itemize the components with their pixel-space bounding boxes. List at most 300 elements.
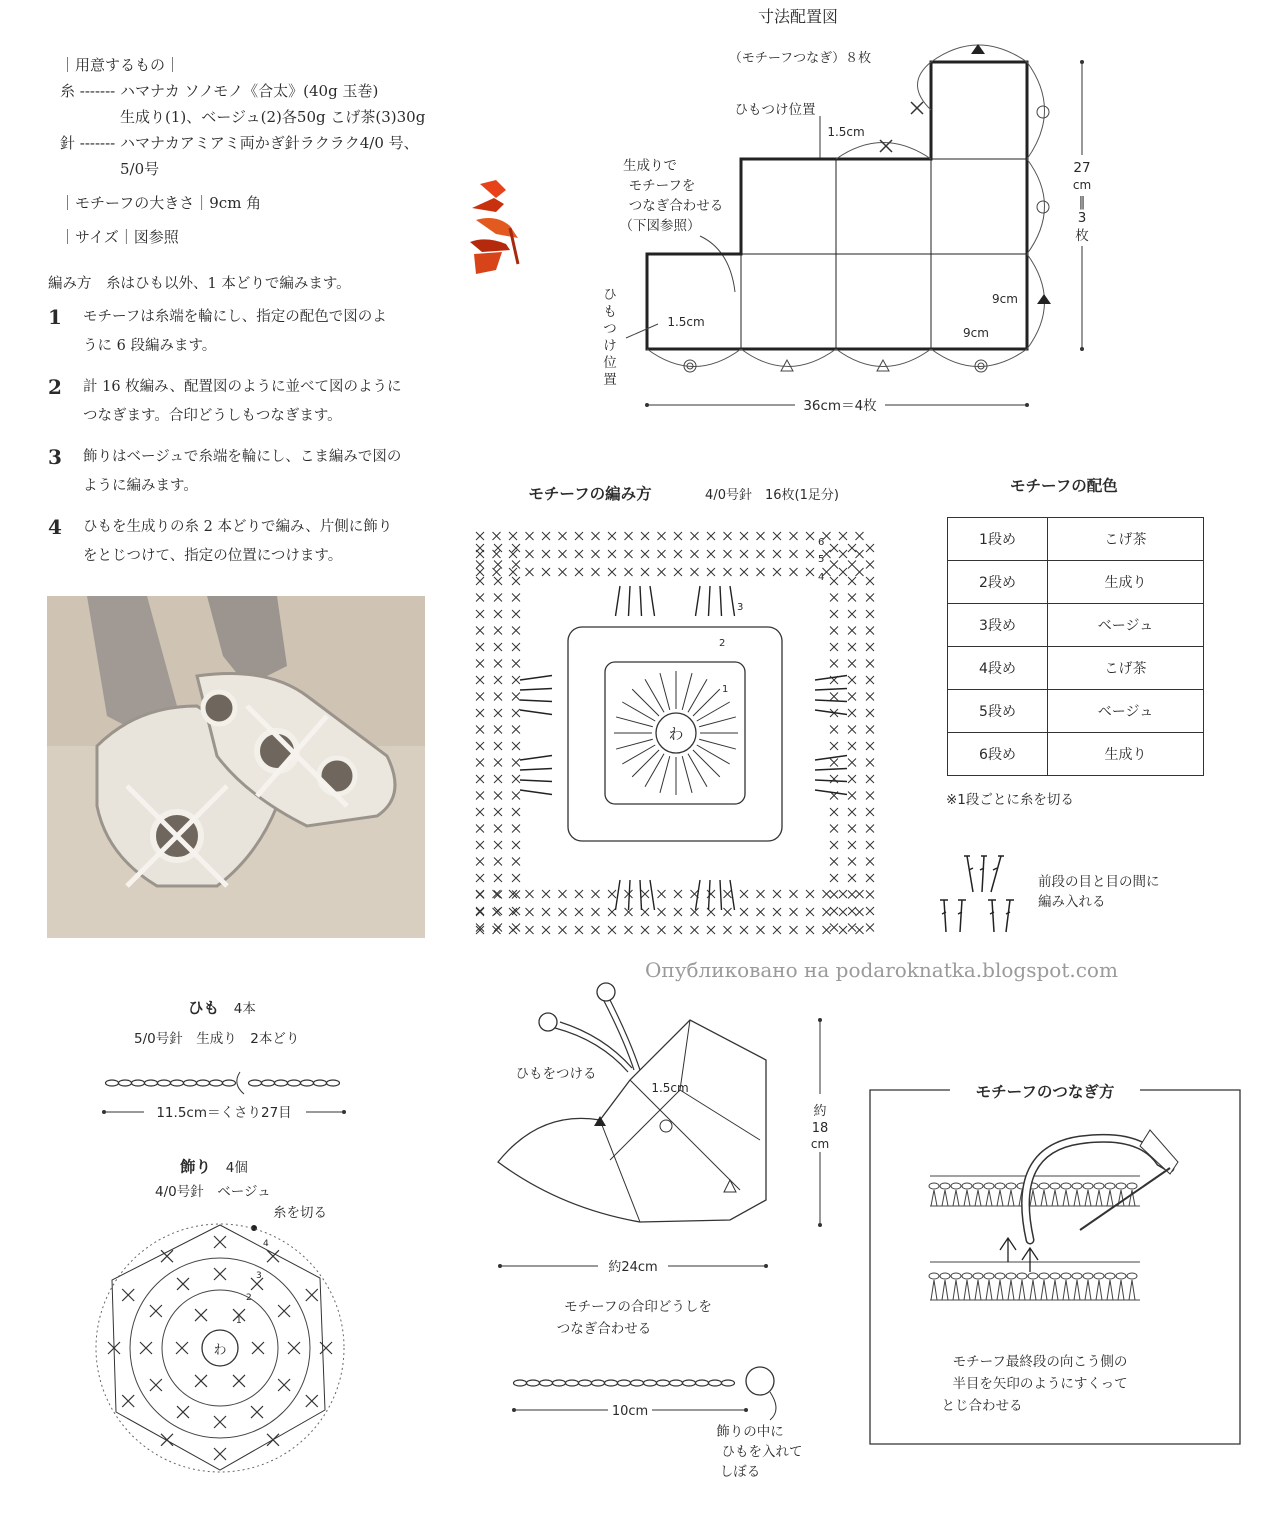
round-stitch-mark [645, 754, 664, 787]
red-shoe-icon [466, 178, 524, 276]
crochet-stitch-mark [592, 908, 600, 916]
crochet-stitch-mark [658, 568, 666, 576]
crochet-stitch-mark [512, 792, 520, 800]
tie-side-char: も [603, 304, 617, 320]
crochet-stitch-mark [512, 759, 520, 767]
crochet-stitch-mark [866, 742, 874, 750]
chain-stitch-mark [657, 1380, 670, 1386]
stitch-loop-mark [1006, 1273, 1016, 1279]
table-row [948, 604, 1204, 647]
crochet-stitch-mark [866, 627, 874, 635]
crochet-stitch-mark [790, 532, 798, 540]
crochet-stitch-mark [608, 926, 616, 934]
round-cell: 6段め [948, 733, 1048, 776]
crochet-stitch-mark [592, 550, 600, 558]
crochet-stitch-mark [830, 841, 838, 849]
crochet-stitch-mark [866, 643, 874, 651]
crochet-stitch-mark [592, 568, 600, 576]
crochet-stitch-mark [848, 577, 856, 585]
dim-label: 9cm [992, 292, 1018, 306]
crochet-stitch-mark [866, 825, 874, 833]
needle-line2: 5/0号 [120, 160, 160, 178]
crochet-stitch-mark [848, 561, 856, 569]
cluster-stitch-mark [720, 586, 722, 616]
chain-stitch-mark [670, 1380, 683, 1386]
chain-stitch-mark [275, 1080, 288, 1086]
crochet-stitch-mark [830, 594, 838, 602]
method-step [48, 373, 438, 431]
crochet-stitch-mark [773, 568, 781, 576]
crochet-stitch-mark [526, 926, 534, 934]
cluster-stitch-mark [520, 756, 552, 761]
cluster-stitch-mark [720, 880, 722, 910]
crochet-stitch-mark [848, 742, 856, 750]
crochet-stitch-mark [625, 926, 633, 934]
crochet-stitch-mark [866, 792, 874, 800]
crochet-stitch-mark [806, 550, 814, 558]
note-line: 生成りで [623, 158, 677, 174]
method-step [48, 303, 438, 361]
slipper-height: cm [810, 1137, 830, 1151]
chain-stitch-mark [683, 1380, 696, 1386]
stitch-loop-mark [962, 1183, 972, 1189]
crochet-stitch-mark [641, 890, 649, 898]
crochet-stitch-mark [559, 568, 567, 576]
crochet-stitch-mark [559, 926, 567, 934]
cluster-stitch-mark [730, 586, 735, 616]
slipper-height: 18 [811, 1121, 829, 1136]
crochet-stitch-mark [773, 926, 781, 934]
method-block [48, 272, 438, 583]
stitch-loop-mark [1061, 1273, 1071, 1279]
crochet-stitch-mark [658, 890, 666, 898]
chain-stitch-mark [288, 1080, 301, 1086]
crochet-stitch-mark [830, 924, 838, 932]
step-text: うに 6 段編みます。 [83, 338, 217, 354]
crochet-stitch-mark [866, 907, 874, 915]
layout-diagram [590, 0, 1110, 420]
crochet-stitch-mark [476, 693, 484, 701]
stitch-loop-mark [975, 1280, 981, 1300]
stitch-loop-mark [1061, 1183, 1071, 1189]
stitch-loop-mark [953, 1190, 959, 1206]
crochet-stitch-mark [848, 693, 856, 701]
crochet-stitch-mark [773, 908, 781, 916]
round-number: 3 [256, 1271, 262, 1281]
stitch-loop-mark [995, 1273, 1005, 1279]
crochet-stitch-mark [790, 568, 798, 576]
crochet-stitch-mark [848, 825, 856, 833]
crochet-stitch-mark [757, 532, 765, 540]
tie-side-char: 置 [603, 372, 617, 388]
crochet-stitch-mark [757, 890, 765, 898]
crochet-stitch-mark [559, 532, 567, 540]
crochet-stitch-mark [476, 742, 484, 750]
crochet-stitch-mark [724, 532, 732, 540]
chain-stitch-mark [132, 1080, 145, 1086]
crochet-stitch-mark [866, 594, 874, 602]
chain-stitch-mark [197, 1080, 210, 1086]
crochet-stitch-mark [830, 561, 838, 569]
crochet-stitch-mark [476, 874, 484, 882]
crochet-stitch-mark [866, 891, 874, 899]
crochet-stitch-mark [512, 643, 520, 651]
round-stitch-mark [697, 702, 730, 721]
chain-stitch-mark [722, 1380, 735, 1386]
crochet-stitch-mark [493, 926, 501, 934]
crochet-stitch-mark [866, 709, 874, 717]
motif-size: ｜モチーフの大きさ｜9cm 角 [60, 194, 262, 212]
step-text: つなぎます。合印どうしもつなぎます。 [83, 408, 342, 424]
chain-stitch-mark [158, 1080, 171, 1086]
crochet-stitch-mark [674, 890, 682, 898]
round-stitch-mark [622, 745, 655, 764]
crochet-stitch-mark [806, 568, 814, 576]
crochet-stitch-mark [691, 926, 699, 934]
crochet-stitch-mark [476, 643, 484, 651]
crochet-stitch-mark [866, 693, 874, 701]
tie-side-char: つ [603, 321, 617, 337]
crochet-stitch-mark [278, 1305, 290, 1317]
cluster-stitch-mark [650, 586, 655, 616]
crochet-stitch-mark [512, 874, 520, 882]
crochet-stitch-mark [856, 926, 864, 934]
crochet-stitch-mark [542, 890, 550, 898]
crochet-stitch-mark [509, 908, 517, 916]
crochet-stitch-mark [150, 1379, 162, 1391]
cluster-stitch-mark [520, 700, 552, 702]
finished-size: ｜サイズ｜図参照 [60, 228, 179, 246]
deco-cut-label: 糸を切る [273, 1205, 327, 1221]
stitch-loop-mark [984, 1183, 994, 1189]
crochet-stitch-mark [161, 1434, 173, 1446]
round-stitch-mark [682, 673, 692, 710]
stitch-loop-mark [964, 1190, 970, 1206]
crochet-stitch-mark [512, 841, 520, 849]
stitch-loop-mark [1041, 1280, 1047, 1300]
crochet-stitch-mark [707, 550, 715, 558]
round-cell: 1段め [948, 518, 1048, 561]
chain-stitch-mark [644, 1380, 657, 1386]
crochet-stitch-mark [830, 858, 838, 866]
crochet-stitch-mark [830, 891, 838, 899]
crochet-stitch-mark [542, 550, 550, 558]
crochet-stitch-mark [512, 676, 520, 684]
round-number: 1 [722, 684, 729, 695]
crochet-stitch-mark [856, 550, 864, 558]
chain-stitch-mark [696, 1380, 709, 1386]
crochet-stitch-mark [512, 858, 520, 866]
layout-subtitle: （モチーフつなぎ）８枚 [728, 51, 872, 66]
crochet-stitch-mark [494, 891, 502, 899]
crochet-stitch-mark [658, 532, 666, 540]
crochet-stitch-mark [790, 908, 798, 916]
crochet-stitch-mark [830, 874, 838, 882]
crochet-stitch-mark [724, 890, 732, 898]
stitch-loop-mark [1008, 1280, 1014, 1300]
crochet-stitch-mark [494, 841, 502, 849]
crochet-stitch-mark [512, 577, 520, 585]
crochet-stitch-mark [575, 908, 583, 916]
dim-label: 1.5cm [667, 315, 705, 329]
crochet-stitch-mark [476, 610, 484, 618]
cluster-stitch-mark [815, 700, 847, 702]
tie-side-char: ひ [603, 287, 617, 303]
stitch-loop-mark [964, 1280, 970, 1300]
crochet-stitch-mark [233, 1375, 245, 1387]
stitch-loop-mark [951, 1273, 961, 1279]
crochet-stitch-mark [476, 676, 484, 684]
step-text: 計 16 枚編み、配置図のように並べて図のように [83, 379, 402, 395]
tie-side-char: け [603, 338, 617, 354]
crochet-stitch-mark [494, 726, 502, 734]
color-cell: ベージュ [1048, 690, 1204, 733]
crochet-stitch-mark [674, 926, 682, 934]
crochet-stitch-mark [757, 908, 765, 916]
stitch-loop-mark [1052, 1280, 1058, 1300]
round-stitch-mark [693, 689, 720, 716]
motif-chart-needle: 4/0号針 16枚(1足分) [705, 488, 839, 503]
crochet-stitch-mark [494, 610, 502, 618]
chain-stitch-mark [210, 1080, 223, 1086]
cluster-stitch-mark [616, 880, 621, 910]
round-stitch-mark [699, 717, 736, 727]
crochet-stitch-mark [740, 550, 748, 558]
stitch-loop-mark [1063, 1190, 1069, 1206]
crochet-stitch-mark [830, 907, 838, 915]
crochet-stitch-mark [150, 1305, 162, 1317]
crochet-stitch-mark [512, 594, 520, 602]
crochet-stitch-mark [306, 1395, 318, 1407]
round-stitch-mark [699, 739, 736, 749]
deco-note: 飾りの中に [716, 1424, 784, 1440]
crochet-stitch-mark [493, 550, 501, 558]
round-number: 3 [737, 602, 744, 613]
stitch-loop-mark [1129, 1280, 1135, 1300]
crochet-stitch-mark [493, 532, 501, 540]
crochet-stitch-mark [195, 1309, 207, 1321]
step-number: 3 [48, 445, 62, 469]
crochet-stitch-mark [476, 568, 484, 576]
width-dim: 36cm＝4枚 [803, 398, 877, 414]
crochet-stitch-mark [526, 550, 534, 558]
crochet-stitch-mark [267, 1250, 279, 1262]
stitch-loop-mark [1050, 1273, 1060, 1279]
crochet-stitch-mark [740, 890, 748, 898]
crochet-stitch-mark [691, 550, 699, 558]
crochet-stitch-mark [674, 568, 682, 576]
stitch-loop-mark [931, 1190, 937, 1206]
crochet-stitch-mark [542, 532, 550, 540]
crochet-stitch-mark [641, 568, 649, 576]
crochet-stitch-mark [625, 568, 633, 576]
decoration-chart [90, 1195, 350, 1485]
chain-stitch-mark [262, 1080, 275, 1086]
crochet-stitch-mark [509, 568, 517, 576]
crochet-stitch-mark [823, 926, 831, 934]
height-dim: ‖ [1078, 195, 1086, 210]
deco-center-label: わ [213, 1343, 227, 1358]
method-step [48, 443, 438, 501]
stitch-loop-mark [1083, 1183, 1093, 1189]
chain-stitch-mark [566, 1380, 579, 1386]
crochet-stitch-mark [757, 926, 765, 934]
crochet-stitch-mark [848, 858, 856, 866]
chain-stitch-mark [145, 1080, 158, 1086]
crochet-stitch-mark [848, 759, 856, 767]
crochet-stitch-mark [830, 544, 838, 552]
watermark: Опубликовано на podaroknatka.blogspot.com [645, 958, 1118, 982]
stitch-loop-mark [1127, 1183, 1137, 1189]
chain-stitch-mark [171, 1080, 184, 1086]
cluster-stitch-mark [815, 769, 847, 771]
crochet-stitch-mark [830, 693, 838, 701]
crochet-stitch-mark [176, 1342, 188, 1354]
crochet-stitch-mark [592, 890, 600, 898]
crochet-stitch-mark [848, 891, 856, 899]
crochet-stitch-mark [140, 1342, 152, 1354]
step-text: をとじつけて、指定の位置につけます。 [83, 548, 343, 564]
crochet-stitch-mark [674, 550, 682, 558]
height-dim: cm [1072, 178, 1092, 192]
crochet-stitch-mark [575, 550, 583, 558]
crochet-stitch-mark [512, 693, 520, 701]
note-line: （下図参照） [619, 218, 701, 234]
cluster-stitch-mark [696, 586, 701, 616]
table-row [948, 733, 1204, 776]
crochet-stitch-mark [122, 1395, 134, 1407]
crochet-stitch-mark [214, 1268, 226, 1280]
crochet-stitch-mark [542, 908, 550, 916]
stitch-loop-mark [929, 1273, 939, 1279]
color-table-title: モチーフの配色 [1010, 477, 1118, 495]
crochet-stitch-mark [830, 808, 838, 816]
crochet-stitch-mark [691, 532, 699, 540]
cluster-stitch-mark [730, 880, 735, 910]
crochet-stitch-mark [512, 808, 520, 816]
crochet-stitch-mark [830, 610, 838, 618]
cluster-stitch-mark [520, 676, 552, 681]
crochet-stitch-mark [214, 1236, 226, 1248]
layout-title: 寸法配置図 [757, 7, 839, 26]
round-stitch-mark [660, 673, 670, 710]
stitch-loop-mark [1107, 1190, 1113, 1206]
cluster-stitch-mark [640, 586, 642, 616]
round-stitch-mark [616, 739, 653, 749]
method-heading: 編み方 糸はひも以外、1 本どりで編みます。 [48, 276, 351, 292]
crochet-stitch-mark [476, 660, 484, 668]
crochet-stitch-mark [740, 926, 748, 934]
stitch-loop-mark [986, 1280, 992, 1300]
crochet-stitch-mark [848, 627, 856, 635]
crochet-stitch-mark [494, 775, 502, 783]
crochet-stitch-mark [848, 924, 856, 932]
round-number: 5 [818, 554, 825, 565]
crochet-stitch-mark [856, 908, 864, 916]
cluster-stitch-mark [520, 710, 552, 715]
crochet-stitch-mark [830, 825, 838, 833]
crochet-stitch-mark [512, 825, 520, 833]
crochet-stitch-mark [494, 660, 502, 668]
crochet-stitch-mark [856, 890, 864, 898]
stitch-loop-mark [973, 1273, 983, 1279]
crochet-stitch-mark [476, 759, 484, 767]
cluster-stitch-mark [650, 880, 655, 910]
stitch-loop-mark [975, 1190, 981, 1206]
crochet-stitch-mark [494, 858, 502, 866]
crochet-stitch-mark [848, 676, 856, 684]
chain-stitch-mark [592, 1380, 605, 1386]
chain-stitch-mark [631, 1380, 644, 1386]
deco-note: しぼる [719, 1464, 761, 1480]
crochet-stitch-mark [542, 926, 550, 934]
stitch-loop-mark [940, 1183, 950, 1189]
crochet-stitch-mark [848, 907, 856, 915]
crochet-stitch-mark [512, 561, 520, 569]
dim-label: 1.5cm [827, 125, 865, 139]
chain-stitch-mark [527, 1380, 540, 1386]
stitch-loop-mark [940, 1273, 950, 1279]
crochet-stitch-mark [707, 568, 715, 576]
round-number: 4 [818, 572, 825, 583]
step-text: モチーフは糸端を輪にし、指定の配色で図のよ [83, 309, 387, 325]
crochet-stitch-mark [724, 568, 732, 576]
crochet-stitch-mark [494, 627, 502, 635]
stitch-loop-mark [1063, 1280, 1069, 1300]
crochet-stitch-mark [608, 890, 616, 898]
crochet-stitch-mark [848, 544, 856, 552]
crochet-stitch-mark [512, 610, 520, 618]
crochet-stitch-mark [848, 660, 856, 668]
step-text: ひもを生成りの糸 2 本どりで編み、片側に飾り [83, 519, 393, 535]
crochet-stitch-mark [806, 908, 814, 916]
crochet-stitch-mark [512, 907, 520, 915]
table-row [948, 647, 1204, 690]
cluster-stitch-mark [629, 880, 631, 910]
crochet-stitch-mark [641, 532, 649, 540]
crochet-stitch-mark [790, 890, 798, 898]
motif-chart-title: モチーフの編み方 [528, 485, 652, 503]
cluster-stitch-mark [709, 586, 711, 616]
crochet-stitch-mark [575, 926, 583, 934]
stitch-loop-mark [1074, 1190, 1080, 1206]
round-number: 1 [236, 1316, 242, 1326]
stitch-loop-mark [1072, 1273, 1082, 1279]
crochet-stitch-mark [641, 550, 649, 558]
crochet-stitch-mark [494, 792, 502, 800]
join-note: モチーフの合印どうしを [564, 1299, 712, 1315]
crochet-stitch-mark [476, 726, 484, 734]
crochet-stitch-mark [512, 742, 520, 750]
crochet-stitch-mark [542, 568, 550, 576]
crochet-stitch-mark [866, 676, 874, 684]
crochet-stitch-mark [674, 908, 682, 916]
chain-stitch-mark [119, 1080, 132, 1086]
chain-stitch-mark [249, 1080, 262, 1086]
cord-chain-diagram [100, 1070, 350, 1130]
chain-stitch-mark [579, 1380, 592, 1386]
deco-note: ひもを入れて [721, 1444, 803, 1460]
crochet-stitch-mark [494, 594, 502, 602]
stitch-loop-mark [1083, 1273, 1093, 1279]
step-text: 飾りはベージュで糸端を輪にし、こま編みで図の [83, 449, 402, 465]
tie-side-char: 位 [603, 355, 617, 371]
crochet-stitch-mark [848, 643, 856, 651]
stitch-loop-mark [1107, 1280, 1113, 1300]
crochet-stitch-mark [592, 532, 600, 540]
crochet-stitch-mark [476, 858, 484, 866]
joining-note: モチーフ最終段の向こう側の [952, 1354, 1128, 1370]
